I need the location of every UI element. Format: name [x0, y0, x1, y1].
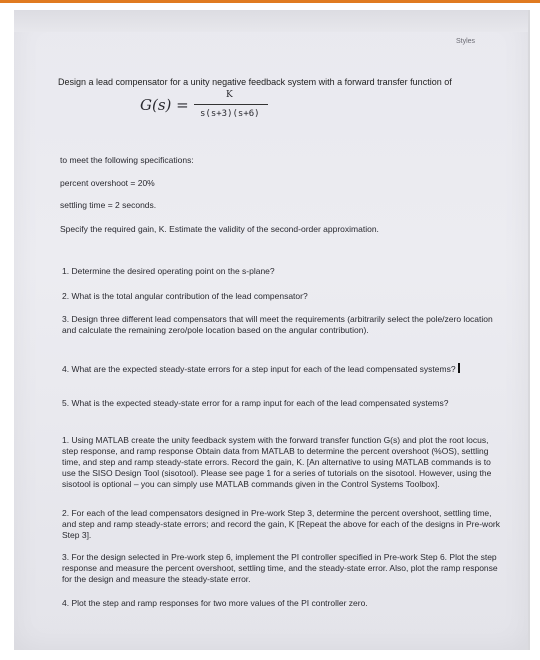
- specify-gain: Specify the required gain, K. Estimate the validity of the second-order approximation.: [60, 224, 379, 234]
- question-5: 5. What is the expected steady-state error for a ramp input for each of the lead compensated systems?: [62, 398, 449, 408]
- specs-intro: to meet the following specifications:: [60, 155, 194, 165]
- question-1: 1. Determine the desired operating point on the s-plane?: [62, 266, 275, 276]
- styles-button[interactable]: Styles: [456, 38, 476, 45]
- prework-3: 3. For the design selected in Pre-work step 6, implement the PI controller specified in Pre-work Step 6. Plot the step response and measure the percent overshoot, settling time, and the steady-state error. Also, plot the ramp response for the design and measure the steady-state error.: [62, 552, 498, 584]
- spec-overshoot: percent overshoot = 20%: [60, 178, 155, 188]
- question-4[interactable]: [62, 363, 502, 375]
- top-accent-bar: [0, 0, 540, 3]
- prework-4: 4. Plot the step and ramp responses for two more values of the PI controller zero.: [62, 598, 368, 608]
- question-4-text: 4. What are the expected steady-state errors for a step input for each of the lead compensated systems?: [62, 364, 456, 374]
- fraction-bar: [194, 104, 268, 105]
- spec-settling: settling time = 2 seconds.: [60, 200, 157, 210]
- prework-1: 1. Using MATLAB create the unity feedback system with the forward transfer function G(s) and plot the root locus, step response, and ramp response Obtain data from MATLAB to determine the percent overshoot (%OS), settling time, and step and ramp steady-state errors. Record the gain, K. [An alternative to using MATLAB commands is to use the SISO Design Tool (sisotool). Please see page 1 for a series of tutorials on the sisotool. However, using the sisotool is optional – you can simply use MATLAB commands given in the Control Systems Toolbox].: [62, 435, 492, 489]
- formula-lhs: G(s) =: [140, 96, 189, 114]
- formula-denominator: s(s+3)(s+6): [200, 109, 260, 119]
- problem-title: Design a lead compensator for a unity negative feedback system with a forward transfer function of: [58, 77, 452, 87]
- formula-numerator: K: [226, 90, 233, 100]
- prework-2: 2. For each of the lead compensators designed in Pre-work Step 3, determine the percent overshoot, settling time, and step and ramp steady-state errors; and record the gain, K [Repeat the above for each of the designs in Pre-work Step 3].: [62, 508, 500, 540]
- question-2: 2. What is the total angular contribution of the lead compensator?: [62, 291, 308, 301]
- ribbon-strip: [14, 10, 528, 32]
- question-3: 3. Design three different lead compensators that will meet the requirements (arbitrarily select the pole/zero location and calculate the remaining zero/pole location based on the angular contribution).: [62, 314, 493, 335]
- text-cursor: [458, 363, 460, 373]
